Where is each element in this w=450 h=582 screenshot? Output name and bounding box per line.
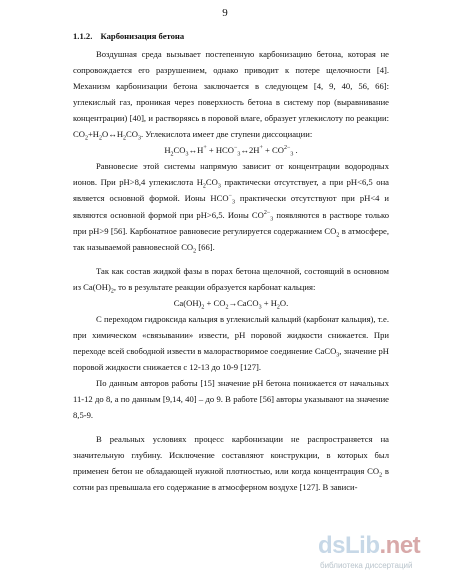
watermark bbox=[318, 532, 438, 572]
page-number: 9 bbox=[222, 7, 228, 19]
paragraph-4: С переходом гидроксида кальция в углекислый кальций (карбонат кальция), т.е. при химическом «связывании» извести, pH поровой жидкости снижается. При переходе всей свободной извести в малорастворимое соединение CaCO$_3$, значение pH поровой жидкости снижается с 12-13 до 10-9 [127]. bbox=[73, 313, 389, 372]
formula-carbonate: $Ca(OH)_2$ + $CO_2\to CaCO_3 + H_2O$. bbox=[173, 297, 289, 311]
paragraph-6: В реальных условиях процесс карбонизации не распространяется на значительную глубину. Исключение составляют конструкции, в которых был применен бетон не обладающей нужной плотностью, или когда концентрация $CO_2$ в сотни раз превышала его содержание в атмосферном воздухе [127]. В зависи- bbox=[73, 434, 389, 493]
paragraph-3: Так как состав жидкой фазы в порах бетона щелочной, состоящий в основном из $Ca(OH)_2$, то в результате реакции образуется карбонат кальция: bbox=[73, 265, 389, 295]
document-body bbox=[73, 28, 389, 495]
section-heading bbox=[73, 28, 389, 44]
section-number: 1.1.2. bbox=[73, 31, 93, 41]
section-title: Карбонизация бетона bbox=[100, 31, 185, 41]
paragraph-2: Равновесие этой системы напрямую зависит от концентрации водородных ионов. При pH>8,4 углекислота $H_2CO_3$ практически отсутствует, а при pH<6,5 она является основной формой. Ионы $HCO^-_3$ практически отсутствуют при pH<4 и являются основной формой при pH>6,5. Ионы $CO^{2-}_3$ появляются в растворе только при pH>9 [56]. Карбонатное равновесие регулируется содержанием $CO_2$ в атмосфере, так называемой равновесной $CO_2$ [66]. bbox=[73, 161, 389, 255]
paragraph-5: По данным авторов работы [15] значение pH бетона понижается от начальных 11-12 до 8, а по данным [9,14, 40] – до 9. В работе [56] авторы указывают на значение 8,5-9. bbox=[73, 377, 389, 421]
paragraph-1: Воздушная среда вызывает постепенную карбонизацию бетона, которая не сопровождается его разрушением, однако приводит к потере щелочности [4]. Механизм карбонизации бетона заключается в следующем [4, 9, 40, 56, 66]: углекислый газ, проникая через поверхность бетона в систему пор (выравнивание концентрации) [40], и растворяясь в поровой влаге, образует углекислоту по реакции: $CO_2+H_2O\leftrightarrow H_2CO_3$. Углекислота имеет две ступени диссоциации: bbox=[73, 49, 389, 142]
watermark-tagline: библиотека диссертаций bbox=[320, 561, 413, 570]
watermark-logo: dsLib.net bbox=[318, 532, 421, 559]
formula-dissociation: $H_2CO_3\leftrightarrow H^+$ + $HCO^-_3\leftrightarrow 2H^+ + CO^{2-}_3$ . bbox=[164, 145, 298, 159]
